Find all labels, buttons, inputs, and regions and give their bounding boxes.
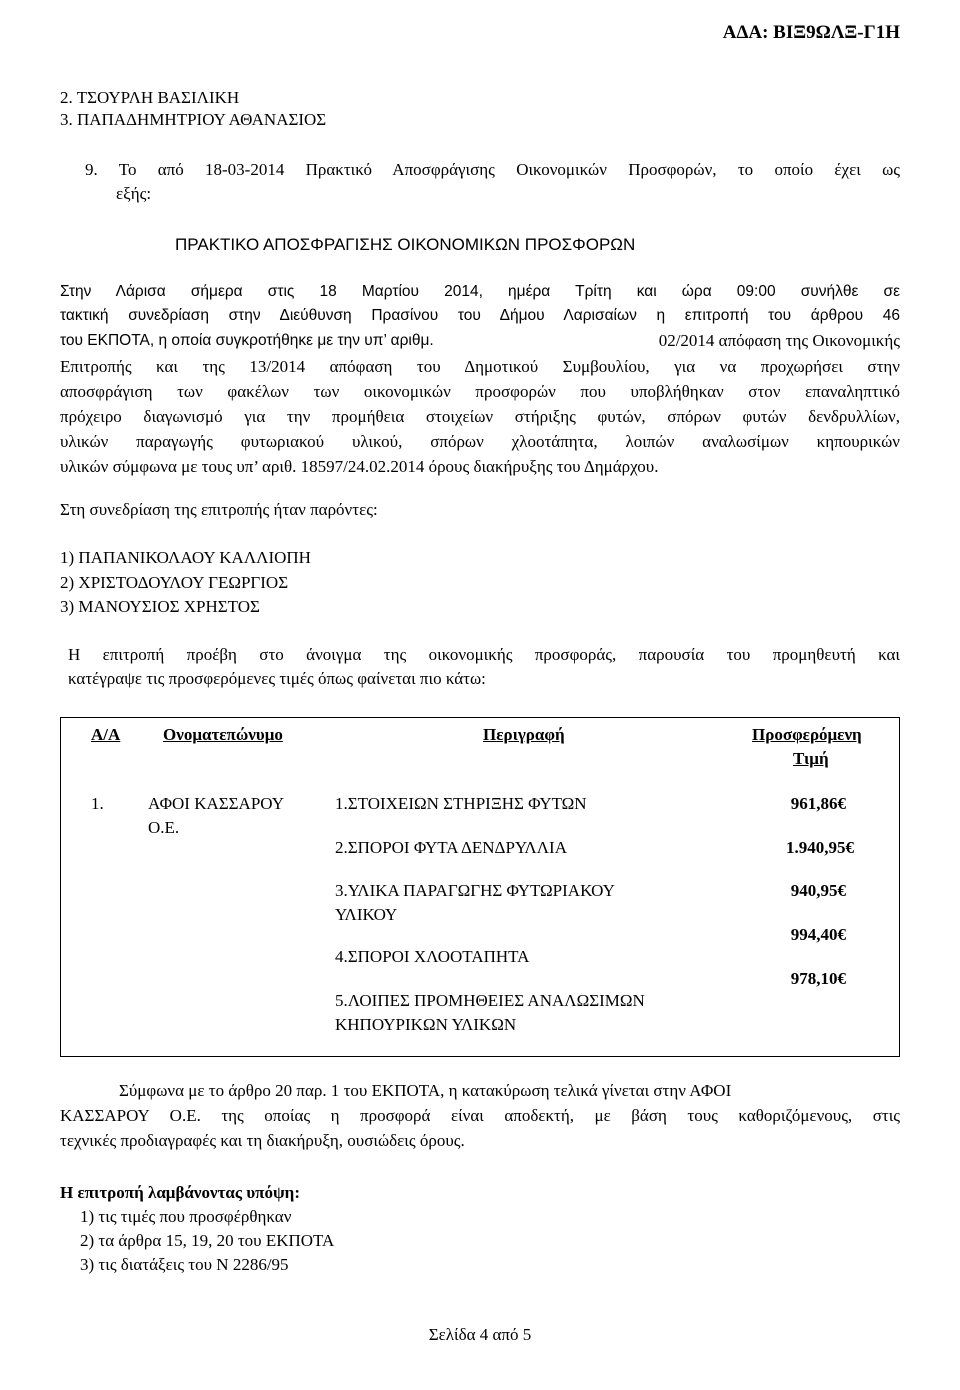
table-cell-desc: 3.ΥΛΙΚΑ ΠΑΡΑΓΩΓΗΣ ΦΥΤΩΡΙΑΚΟΥ (335, 881, 615, 900)
paragraph-line: 02/2014 απόφαση της Οικονομικής (658, 331, 900, 350)
present-member: 3) ΜΑΝΟΥΣΙΟΣ ΧΡΗΣΤΟΣ (60, 597, 260, 616)
table-cell-aa: 1. (91, 794, 104, 813)
award-line: Σύμφωνα με το άρθρο 20 παρ. 1 του ΕΚΠΟΤΑ, η κατακύρωση τελικά γίνεται στην ΑΦΟΙ (119, 1081, 732, 1100)
paragraph-line: υλικών παραγωγής φυτωριακού υλικού, σπόρων χλοοτάπητα, λοιπών αναλωσίμων κηπουρικών (60, 432, 900, 451)
table-header-price: Προσφερόμενη (752, 725, 862, 744)
opening-line: κατέγραψε τις προσφερόμενες τιμές όπως φαίνεται πιο κάτω: (68, 669, 486, 688)
document-heading: ΠΡΑΚΤΙΚΟ ΑΠΟΣΦΡΑΓΙΣΗΣ ΟΙΚΟΝΟΜΙΚΩΝ ΠΡΟΣΦΟΡΩΝ (175, 235, 636, 254)
present-member: 2) ΧΡΙΣΤΟΔΟΥΛΟΥ ΓΕΩΡΓΙΟΣ (60, 573, 289, 592)
list-item: 3. ΠΑΠΑΔΗΜΗΤΡΙΟΥ ΑΘΑΝΑΣΙΟΣ (60, 110, 327, 129)
paragraph-line: του ΕΚΠΟΤΑ, η οποία συγκροτήθηκε με την υπ’ αριθμ. (60, 332, 434, 349)
opening-line: Η επιτροπή προέβη στο άνοιγμα της οικονομικής προσφοράς, παρουσία του προμηθευτή και (68, 645, 900, 664)
table-cell-price: 940,95€ (790, 881, 846, 900)
ada-code: ΑΔΑ: ΒΙΞ9ΩΛΞ-Γ1Η (722, 22, 900, 43)
item-9-line: εξής: (116, 184, 152, 203)
present-member: 1) ΠΑΠΑΝΙΚΟΛΑΟΥ ΚΑΛΛΙΟΠΗ (60, 548, 311, 567)
table-cell-price: 994,40€ (790, 925, 846, 944)
table-cell-desc: 2.ΣΠΟΡΟΙ ΦΥΤΑ ΔΕΝΔΡΥΛΛΙΑ (335, 838, 567, 857)
table-cell-price: 978,10€ (790, 969, 846, 988)
table-cell-name: Ο.Ε. (148, 818, 180, 837)
considering-item: 3) τις διατάξεις του Ν 2286/95 (80, 1255, 289, 1274)
table-cell-desc: ΚΗΠΟΥΡΙΚΩΝ ΥΛΙΚΩΝ (335, 1015, 517, 1034)
table-header-aa: Α/Α (91, 725, 121, 744)
table-cell-desc: 5.ΛΟΙΠΕΣ ΠΡΟΜΗΘΕΙΕΣ ΑΝΑΛΩΣΙΜΩΝ (335, 991, 645, 1010)
table-cell-price: 1.940,95€ (786, 838, 854, 857)
considering-item: 2) τα άρθρα 15, 19, 20 του ΕΚΠΟΤΑ (80, 1231, 335, 1250)
paragraph-line: αποσφράγιση των φακέλων των οικονομικών προσφορών που υποβλήθηκαν στον επαναληπτικό (60, 382, 900, 401)
present-intro: Στη συνεδρίαση της επιτροπής ήταν παρόντες: (60, 500, 378, 519)
considering-title: Η επιτροπή λαμβάνοντας υπόψη: (60, 1183, 300, 1202)
page-number: Σελίδα 4 από 5 (428, 1325, 532, 1344)
paragraph-line: Στην Λάρισα σήμερα στις 18 Μαρτίου 2014, ημέρα Τρίτη και ώρα 09:00 συνήλθε σε (60, 283, 900, 300)
table-header-price: Τιμή (793, 749, 829, 768)
table-header-desc: Περιγραφή (483, 725, 565, 744)
award-line: ΚΑΣΣΑΡΟΥ Ο.Ε. της οποίας η προσφορά είναι αποδεκτή, με βάση τους καθοριζόμενους, στις (60, 1106, 900, 1125)
award-line: τεχνικές προδιαγραφές και τη διακήρυξη, ουσιώδεις όρους. (60, 1131, 465, 1150)
table-cell-desc: 4.ΣΠΟΡΟΙ ΧΛΟΟΤΑΠΗΤΑ (335, 947, 530, 966)
paragraph-line: πρόχειρο διαγωνισμό για την προμήθεια στοιχείων στήριξης φυτών, σπόρων φυτών δενδρυλλίων, (60, 407, 900, 426)
table-cell-desc: ΥΛΙΚΟΥ (335, 905, 398, 924)
paragraph-line: τακτική συνεδρίαση στην Διεύθυνση Πρασίνου του Δήμου Λαρισαίων η επιτροπή του άρθρου 46 (60, 307, 900, 324)
table-cell-price: 961,86€ (790, 794, 846, 813)
considering-item: 1) τις τιμές που προσφέρθηκαν (80, 1207, 292, 1226)
table-cell-name: ΑΦΟΙ ΚΑΣΣΑΡΟΥ (148, 794, 284, 813)
table-header-name: Ονοματεπώνυμο (163, 725, 283, 744)
paragraph-line: Επιτροπής και της 13/2014 απόφαση του Δημοτικού Συμβουλίου, για να προχωρήσει στην (60, 357, 900, 376)
item-9-line: 9. Το από 18-03-2014 Πρακτικό Αποσφράγισης Οικονομικών Προσφορών, το οποίο έχει ως (85, 160, 900, 179)
paragraph-line: υλικών σύμφωνα με τους υπ’ αριθ. 18597/24.02.2014 όρους διακήρυξης του Δημάρχου. (60, 457, 659, 476)
table-cell-desc: 1.ΣΤΟΙΧΕΙΩΝ ΣΤΗΡΙΞΗΣ ΦΥΤΩΝ (335, 794, 587, 813)
list-item: 2. ΤΣΟΥΡΛΗ ΒΑΣΙΛΙΚΗ (60, 88, 240, 107)
